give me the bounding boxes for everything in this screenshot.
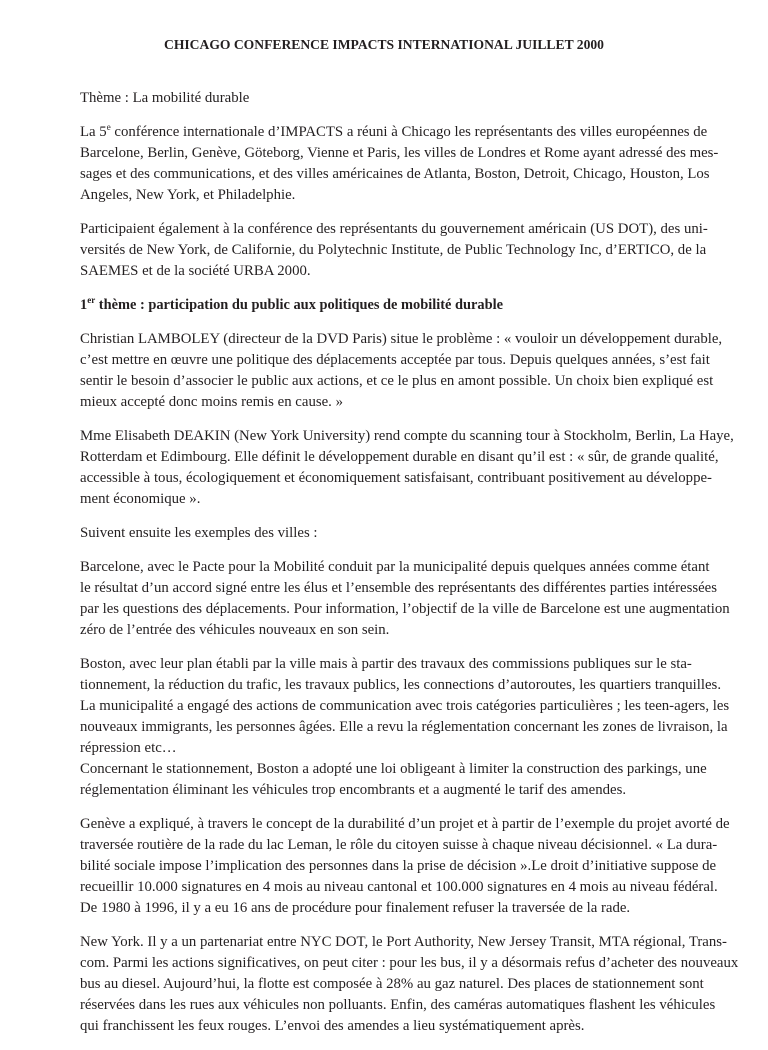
intro-line: Barcelone, Berlin, Genève, Göteborg, Vienne et Paris, les villes de Londres et Rome ayant adressé des mes- <box>80 145 719 161</box>
body-paragraph <box>80 814 730 919</box>
paragraph-line: mieux accepté donc moins remis en cause. » <box>80 394 343 410</box>
intro-first-rest: conférence internationale d’IMPACTS a réuni à Chicago les représentants des villes européennes de <box>110 124 708 140</box>
intro-paragraph <box>80 122 719 206</box>
body-paragraph <box>80 523 688 544</box>
body-paragraph <box>80 557 730 641</box>
paragraph-line: traversée routière de la rade du lac Leman, le rôle du citoyen suisse à chaque niveau décisionnel. « La dura- <box>80 837 718 853</box>
paragraph-line: répression etc… <box>80 740 177 756</box>
intro-superscript: e <box>106 122 111 133</box>
body-paragraph <box>80 932 739 1037</box>
heading-number: 1 <box>80 297 88 313</box>
paragraph-line: bilité sociale impose l’implication des personnes dans la prise de décision ».Le droit d’initiative suppose de <box>80 858 717 874</box>
paragraph-line: tionnement, la réduction du trafic, les travaux publics, les connections d’autoroutes, les quartiers tranquilles. <box>80 677 722 693</box>
intro-prefix: La 5 <box>80 124 107 140</box>
participants-line: SAEMES et de la société URBA 2000. <box>80 263 311 279</box>
paragraph-line: par les questions des déplacements. Pour information, l’objectif de la ville de Barcelone est une augmentation <box>80 601 730 617</box>
paragraph-line: ment économique ». <box>80 491 201 507</box>
participants-line: versités de New York, de Californie, du Polytechnic Institute, de Public Technology Inc, d’ERTICO, de la <box>80 242 707 258</box>
paragraph-line: bus au diesel. Aujourd’hui, la flotte est composée à 28% au gaz naturel. Des places de stationnement sont <box>80 976 704 992</box>
paragraph-line: sentir le besoin d’associer le public aux actions, et ce le plus en amont possible. Un choix bien expliqué est <box>80 373 714 389</box>
document-page <box>80 34 739 1050</box>
paragraph-line: le résultat d’un accord signé entre les élus et l’ensemble des représentants des différentes parties intéressées <box>80 580 717 596</box>
paragraph-line: recueillir 10.000 signatures en 4 mois au niveau cantonal et 100.000 signatures en 4 mois au niveau fédéral. <box>80 879 718 895</box>
body-paragraph <box>80 426 734 510</box>
heading-superscript: er <box>87 295 96 306</box>
body-paragraphs <box>80 329 739 1037</box>
body-paragraph <box>80 329 723 413</box>
paragraph-line: accessible à tous, écologiquement et économiquement satisfaisant, contribuant positivement au développe- <box>80 470 712 486</box>
paragraph-line: Suivent ensuite les exemples des villes : <box>80 525 318 541</box>
intro-line-first <box>80 122 708 143</box>
intro-line: sages et des communications, et des villes américaines de Atlanta, Boston, Detroit, Chicago, Houston, Los <box>80 166 710 182</box>
paragraph-line: Rotterdam et Edimbourg. Elle définit le développement durable en disant qu’il est : « sûr, de grande qualité, <box>80 449 719 465</box>
paragraph-line: Mme Elisabeth DEAKIN (New York University) rend compte du scanning tour à Stockholm, Berlin, La Haye, <box>80 428 734 444</box>
participants-paragraph <box>80 219 708 282</box>
participants-line: Participaient également à la conférence des représentants du gouvernement américain (US DOT), des uni- <box>80 221 708 237</box>
paragraph-line: nouveaux immigrants, les personnes âgées. Elle a revu la réglementation concernant les zones de livraison, la <box>80 719 728 735</box>
paragraph-line: La municipalité a engagé des actions de communication avec trois catégories particulières ; les teen-agers, les <box>80 698 730 714</box>
document-title: CHICAGO CONFERENCE IMPACTS INTERNATIONAL JUILLET 2000 <box>164 37 604 52</box>
paragraph-line: Christian LAMBOLEY (directeur de la DVD Paris) situe le problème : « vouloir un développement durable, <box>80 331 723 347</box>
theme-paragraph <box>80 88 688 109</box>
section-heading <box>80 295 688 316</box>
paragraph-line: Barcelone, avec le Pacte pour la Mobilité conduit par la municipalité depuis quelques années comme étant <box>80 559 710 575</box>
theme-line: Thème : La mobilité durable <box>80 90 250 106</box>
paragraph-line: Genève a expliqué, à travers le concept de la durabilité d’un projet et à partir de l’exemple du projet avorté de <box>80 816 730 832</box>
paragraph-line: Boston, avec leur plan établi par la ville mais à partir des travaux des commissions publiques sur le sta- <box>80 656 692 672</box>
paragraph-line: réglementation éliminant les véhicules trop encombrants et a augmenté le tarif des amendes. <box>80 782 627 798</box>
paragraph-line: Concernant le stationnement, Boston a adopté une loi obligeant à limiter la construction des parkings, une <box>80 761 707 777</box>
paragraph-line: De 1980 à 1996, il y a eu 16 ans de procédure pour finalement refuser la traversée de la rade. <box>80 900 631 916</box>
body-paragraph <box>80 654 730 801</box>
paragraph-line: New York. Il y a un partenariat entre NYC DOT, le Port Authority, New Jersey Transit, MTA régional, Trans- <box>80 934 727 950</box>
paragraph-line: zéro de l’entrée des véhicules nouveaux en son sein. <box>80 622 390 638</box>
paragraph-line: com. Parmi les actions significatives, on peut citer : pour les bus, il y a désormais refus d’acheter des nouveaux <box>80 955 739 971</box>
paragraph-line: c’est mettre en œuvre une politique des déplacements acceptée par tous. Depuis quelques années, s’est fait <box>80 352 710 368</box>
heading-text: thème : participation du public aux politiques de mobilité durable <box>95 297 503 313</box>
intro-line: Angeles, New York, et Philadelphie. <box>80 187 296 203</box>
paragraph-line: réservées dans les rues aux véhicules non polluants. Enfin, des caméras automatiques flashent les véhicules <box>80 997 716 1013</box>
paragraph-line: qui franchissent les feux rouges. L’envoi des amendes a lieu systématiquement après. <box>80 1018 585 1034</box>
